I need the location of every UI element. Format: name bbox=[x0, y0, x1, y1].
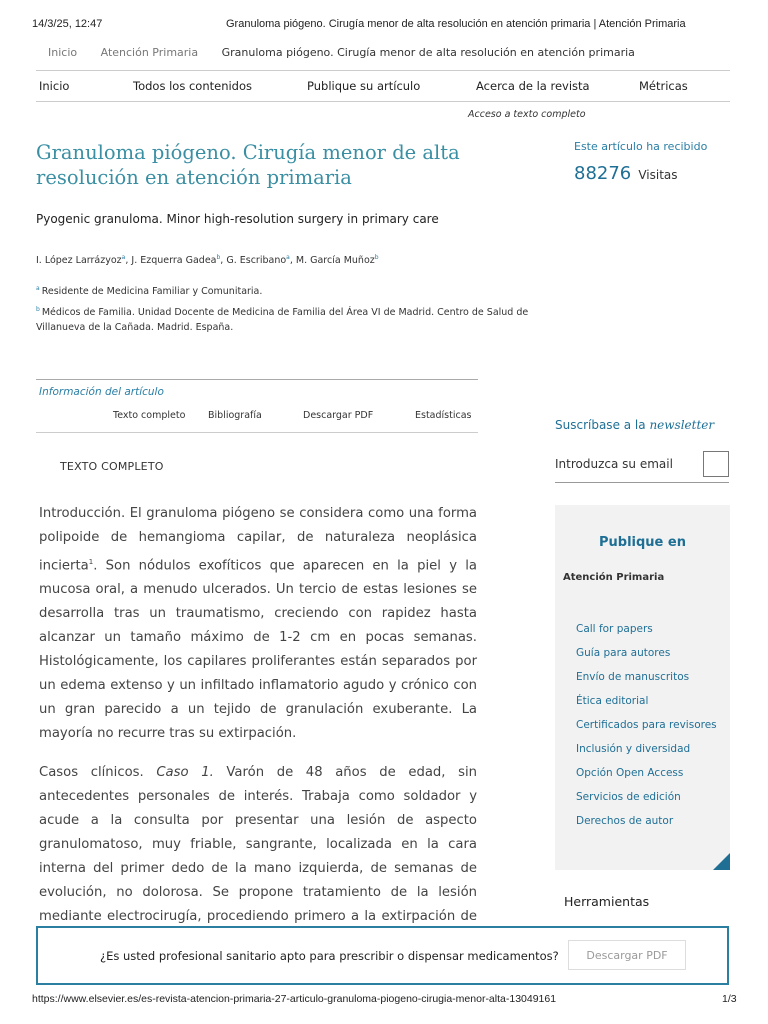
full-text-access-note: Acceso a texto completo bbox=[468, 109, 586, 120]
print-page-title: Granuloma piógeno. Cirugía menor de alta resolución en atención primaria | Atención Primaria bbox=[226, 18, 686, 30]
views-label: Visitas bbox=[638, 168, 678, 182]
newsletter-email-input[interactable] bbox=[555, 457, 695, 471]
cases-paragraph bbox=[39, 761, 477, 953]
print-page-number: 1/3 bbox=[722, 993, 737, 1005]
newsletter-label bbox=[555, 418, 714, 432]
nav-all-contents[interactable]: Todos los contenidos bbox=[133, 79, 253, 93]
newsletter-submit-checkbox[interactable] bbox=[703, 451, 729, 477]
publish-panel bbox=[555, 505, 730, 870]
newsletter-label-emphasis: newsletter bbox=[649, 418, 715, 432]
reference-marker[interactable]: 1 bbox=[88, 558, 94, 566]
views-counter bbox=[574, 163, 678, 184]
intro-text: Introducción. El granuloma piógeno se considera como una forma polipoide de hemangioma capilar, de naturaleza neoplásica incierta bbox=[39, 506, 477, 574]
tab-bibliography[interactable]: Bibliografía bbox=[208, 410, 262, 421]
cases-text: Varón de 48 años de edad, sin antecedentes personales de interés. Trabaja como soldador y acude a la consulta por presentar una lesión de aspecto granulomatoso, muy friable, sangrante, localizada en la cara interna del primer dedo de la mano izquierda, de semanas de evolución, no dolorosa. Se propone tratamiento de la lesión mediante electrocirugía, procediendo primero a la extirpación de bbox=[39, 765, 477, 924]
download-pdf-button[interactable]: Descargar PDF bbox=[568, 940, 686, 970]
full-text-heading: TEXTO COMPLETO bbox=[60, 460, 164, 473]
link-author-guide[interactable]: Guía para autores bbox=[576, 647, 671, 659]
newsletter-label-text: Suscríbase a la bbox=[555, 418, 650, 432]
affiliation-marker: b bbox=[36, 306, 40, 313]
newsletter-form bbox=[555, 451, 729, 483]
nav-publish[interactable]: Publique su artículo bbox=[307, 79, 421, 93]
tab-download-pdf[interactable]: Descargar PDF bbox=[303, 410, 374, 421]
article-tabs bbox=[36, 408, 478, 433]
intro-text-continued: . Son nódulos exofíticos que aparecen en la piel y la mucosa oral, a menudo ulcerados. Un tercio de estas lesiones se desarrolla tras un traumatismo, creciendo con rapidez hasta alcanzar un tamaño máximo de 1-2 cm en pocas semanas. Histológicamente, los capilares proliferantes están separados por un edema extenso y un infiltado inflamatorio agudo y crónico con un gran parecido a un tejido de granulación exuberante. La mayoría no recurre tras su extirpación. bbox=[39, 558, 477, 742]
views-count: 88276 bbox=[574, 163, 632, 184]
breadcrumb-home[interactable]: Inicio bbox=[48, 46, 78, 59]
breadcrumb-journal[interactable]: Atención Primaria bbox=[100, 46, 199, 59]
author-affiliation-marker: b bbox=[374, 254, 379, 261]
nav-about[interactable]: Acerca de la revista bbox=[476, 79, 590, 93]
case-label: Caso 1. bbox=[156, 765, 214, 780]
hcp-question: ¿Es usted profesional sanitario apto para prescribir o dispensar medicamentos? bbox=[100, 949, 559, 963]
link-open-access[interactable]: Opción Open Access bbox=[576, 767, 684, 779]
tab-full-text[interactable]: Texto completo bbox=[113, 410, 186, 421]
publish-heading: Publique en bbox=[599, 535, 686, 550]
link-call-for-papers[interactable]: Call for papers bbox=[576, 623, 653, 635]
affiliation-marker: a bbox=[36, 285, 40, 292]
views-caption: Este artículo ha recibido bbox=[574, 140, 708, 153]
link-inclusion-diversity[interactable]: Inclusión y diversidad bbox=[576, 743, 691, 755]
nav-home[interactable]: Inicio bbox=[39, 79, 70, 93]
intro-paragraph bbox=[39, 502, 477, 746]
link-copyright[interactable]: Derechos de autor bbox=[576, 815, 674, 827]
hcp-confirmation-banner bbox=[36, 926, 729, 985]
author-list: I. López Larrázyoz$^a$, J. Ezquerra Gadea$^b$, G. Escribano$^a$, M. García Muñoz$^b$ bbox=[36, 254, 379, 267]
article-subtitle: Pyogenic granuloma. Minor high-resolution surgery in primary care bbox=[36, 212, 439, 226]
link-reviewer-certificates[interactable]: Certificados para revisores bbox=[576, 719, 717, 731]
divider bbox=[36, 379, 478, 380]
link-manuscript-submission[interactable]: Envío de manuscritos bbox=[576, 671, 690, 683]
author-affiliation-marker: b bbox=[216, 254, 221, 261]
affiliation-b bbox=[36, 302, 566, 335]
affiliation-a bbox=[36, 281, 566, 299]
author-name[interactable]: J. Ezquerra Gadea bbox=[131, 255, 217, 267]
article-title: Granuloma piógeno. Cirugía menor de alta resolución en atención primaria bbox=[36, 141, 460, 189]
print-datetime: 14/3/25, 12:47 bbox=[32, 18, 103, 30]
tools-heading: Herramientas bbox=[564, 894, 650, 909]
cases-lead: Casos clínicos. bbox=[39, 765, 157, 780]
nav-metrics[interactable]: Métricas bbox=[639, 79, 688, 93]
print-url: https://www.elsevier.es/es-revista-atencion-primaria-27-articulo-granuloma-piogeno-cirugia-menor-alta-13049161 bbox=[32, 993, 557, 1005]
breadcrumb bbox=[48, 46, 655, 59]
link-editorial-ethics[interactable]: Ética editorial bbox=[576, 695, 649, 707]
main-nav bbox=[36, 70, 730, 102]
article-info-label[interactable]: Información del artículo bbox=[39, 386, 164, 398]
author-affiliation-marker: a bbox=[286, 254, 290, 261]
breadcrumb-current: Granuloma piógeno. Cirugía menor de alta resolución en atención primaria bbox=[221, 46, 635, 59]
author-name[interactable]: I. López Larrázyoz bbox=[36, 255, 122, 267]
author-name[interactable]: G. Escribano bbox=[226, 255, 287, 267]
affiliation-text: Residente de Medicina Familiar y Comunitaria. bbox=[41, 286, 263, 298]
publish-journal-name: Atención Primaria bbox=[563, 572, 665, 583]
corner-fold-icon bbox=[713, 853, 730, 870]
author-name[interactable]: M. García Muñoz bbox=[295, 255, 375, 267]
affiliation-text: Médicos de Familia. Unidad Docente de Medicina de Familia del Área VI de Madrid. Centro de Salud de Villanueva de la Cañada. Madrid. España. bbox=[36, 307, 529, 334]
link-editing-services[interactable]: Servicios de edición bbox=[576, 791, 681, 803]
author-affiliation-marker: a bbox=[121, 254, 126, 261]
tab-statistics[interactable]: Estadísticas bbox=[415, 410, 472, 421]
